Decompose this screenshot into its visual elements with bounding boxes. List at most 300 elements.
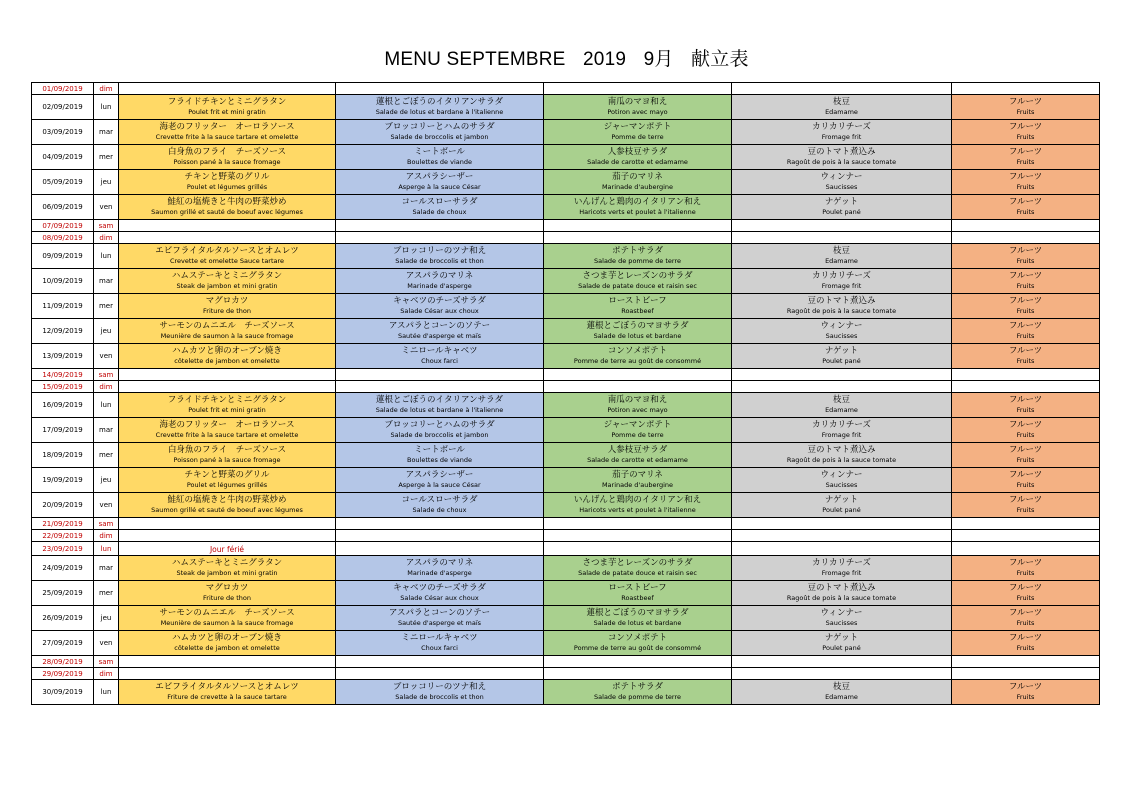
side-dish-cell (544, 369, 732, 381)
dish-name-jp: サーモンのムニエル チーズソース (159, 321, 295, 331)
dessert-cell (952, 542, 1100, 556)
day-cell: jeu (94, 606, 119, 631)
menu-row (32, 381, 1100, 393)
date-cell: 20/09/2019 (32, 493, 94, 518)
day-cell: dim (94, 530, 119, 542)
main-dish-cell (119, 468, 336, 493)
date-cell: 08/09/2019 (32, 232, 94, 244)
main-dish-cell (119, 269, 336, 294)
dish-name-jp: ウィンナー (820, 470, 863, 480)
dish-name-jp: 茄子のマリネ (612, 172, 663, 182)
salad-cell (336, 232, 544, 244)
dessert-cell (952, 530, 1100, 542)
dish-name-jp: フルーツ (1008, 583, 1043, 593)
extra-dish-cell (732, 542, 952, 556)
dish-name-jp: ウィンナー (820, 321, 863, 331)
dish-name-fr: Salade de patate douce et raisin sec (578, 282, 697, 290)
dish-name-jp: 人参枝豆サラダ (607, 147, 668, 157)
dish-name-fr: Fruits (1016, 108, 1035, 116)
dish-name-jp: 枝豆 (832, 97, 850, 107)
dish-name-fr: Ragoût de pois à la sauce tomate (786, 456, 897, 464)
dish-name-fr: Fruits (1016, 282, 1035, 290)
dish-name-fr: Fruits (1016, 506, 1035, 514)
dish-name-fr: Saumon grillé et sauté de boeuf avec légumes (151, 506, 303, 514)
dish-name-fr: Fromage frit (821, 282, 862, 290)
dish-name-fr: Fruits (1016, 158, 1035, 166)
dish-name-fr: Fruits (1016, 332, 1035, 340)
day-cell: ven (94, 493, 119, 518)
main-dish-cell (119, 542, 336, 556)
dish-name-fr: Poisson pané à la sauce fromage (173, 158, 281, 166)
dish-name-jp: フライドチキンとミニグラタン (167, 395, 287, 405)
dish-name-jp: ジャーマンポテト (603, 122, 672, 132)
main-dish-cell (119, 244, 336, 269)
dish-name-jp: 南瓜のマヨ和え (607, 97, 668, 107)
salad-cell (336, 195, 544, 220)
dish-name-fr: Meunière de saumon à la sauce fromage (160, 332, 294, 340)
salad-cell (336, 656, 544, 668)
dish-name-jp: ハムカツと卵のオーブン焼き (172, 633, 282, 643)
day-cell: lun (94, 680, 119, 705)
dish-name-jp: ハムステーキとミニグラタン (171, 271, 283, 281)
menu-row (32, 195, 1100, 220)
side-dish-cell (544, 232, 732, 244)
main-dish-cell (119, 195, 336, 220)
menu-row (32, 556, 1100, 581)
dish-name-fr: Fromage frit (821, 133, 862, 141)
dessert-cell (952, 493, 1100, 518)
dish-name-jp: ミートボール (414, 445, 465, 455)
dish-name-jp: コンソメポテト (607, 633, 668, 643)
dish-name-fr: Salade César aux choux (400, 307, 479, 315)
dish-name-fr: Edamame (825, 108, 858, 116)
extra-dish-cell (732, 319, 952, 344)
extra-dish-cell (732, 606, 952, 631)
dish-name-jp: ローストビーフ (608, 583, 667, 593)
dish-name-jp: フルーツ (1008, 97, 1043, 107)
dish-name-jp: ウィンナー (820, 172, 863, 182)
day-cell: sam (94, 656, 119, 668)
dish-name-jp: アスパラとコーンのソテー (388, 321, 491, 331)
dish-name-jp: キャベツのチーズサラダ (393, 296, 486, 306)
main-dish-cell (119, 120, 336, 145)
dish-name-jp: ポテトサラダ (612, 246, 663, 256)
extra-dish-cell (732, 95, 952, 120)
holiday-note: Jour férié (209, 545, 245, 554)
dish-name-fr: Fruits (1016, 481, 1035, 489)
day-cell: jeu (94, 319, 119, 344)
dish-name-jp: ブロッコリーとハムのサラダ (384, 122, 495, 132)
dish-name-fr: Steak de jambon et mini gratin (176, 282, 278, 290)
main-dish-cell (119, 95, 336, 120)
dish-name-jp: ナゲット (824, 495, 859, 505)
date-cell: 03/09/2019 (32, 120, 94, 145)
menu-row (32, 493, 1100, 518)
side-dish-cell (544, 556, 732, 581)
extra-dish-cell (732, 668, 952, 680)
dessert-cell (952, 668, 1100, 680)
day-cell: sam (94, 220, 119, 232)
salad-cell (336, 418, 544, 443)
date-cell: 23/09/2019 (32, 542, 94, 556)
dish-name-jp: フルーツ (1008, 395, 1043, 405)
title-year: 2019 (583, 49, 627, 70)
dish-name-jp: フルーツ (1008, 147, 1043, 157)
day-cell: ven (94, 631, 119, 656)
day-cell: ven (94, 195, 119, 220)
dish-name-fr: Poulet pané (822, 644, 861, 652)
dish-name-jp: いんげんと鶏肉のイタリアン和え (573, 495, 702, 505)
dish-name-jp: フルーツ (1008, 445, 1043, 455)
side-dish-cell (544, 95, 732, 120)
dish-name-jp: 海老のフリッター オーロラソース (159, 122, 295, 132)
dish-name-jp: ミートボール (414, 147, 465, 157)
dish-name-fr: Salade de lotus et bardane (593, 332, 682, 340)
menu-row (32, 170, 1100, 195)
day-cell: jeu (94, 170, 119, 195)
menu-row (32, 418, 1100, 443)
dish-name-fr: Marinade d'aubergine (601, 481, 674, 489)
dish-name-fr: Fruits (1016, 357, 1035, 365)
date-cell: 26/09/2019 (32, 606, 94, 631)
side-dish-cell (544, 468, 732, 493)
date-cell: 15/09/2019 (32, 381, 94, 393)
menu-row (32, 220, 1100, 232)
extra-dish-cell (732, 83, 952, 95)
dessert-cell (952, 418, 1100, 443)
dish-name-fr: Sautée d'asperge et maïs (397, 332, 482, 340)
dessert-cell (952, 631, 1100, 656)
dish-name-jp: 白身魚のフライ チーズソース (168, 147, 286, 157)
dish-name-fr: Poulet frit et mini gratin (188, 406, 266, 414)
date-cell: 22/09/2019 (32, 530, 94, 542)
menu-row (32, 95, 1100, 120)
dish-name-fr: Salade de broccolis et thon (395, 257, 484, 265)
dish-name-jp: 蓮根とごぼうのマヨサラダ (586, 321, 689, 331)
dish-name-fr: Fruits (1016, 569, 1035, 577)
main-dish-cell (119, 418, 336, 443)
extra-dish-cell (732, 418, 952, 443)
salad-cell (336, 294, 544, 319)
dish-name-jp: サーモンのムニエル チーズソース (159, 608, 295, 618)
date-cell: 19/09/2019 (32, 468, 94, 493)
dish-name-jp: ジャーマンポテト (603, 420, 672, 430)
dish-name-jp: 鮭紅の塩焼きと牛肉の野菜炒め (167, 495, 287, 505)
dish-name-fr: Salade de lotus et bardane (593, 619, 682, 627)
dish-name-jp: いんげんと鶏肉のイタリアン和え (573, 197, 702, 207)
dish-name-jp: ハムステーキとミニグラタン (171, 558, 283, 568)
main-dish-cell (119, 606, 336, 631)
date-cell: 04/09/2019 (32, 145, 94, 170)
dish-name-jp: フルーツ (1008, 346, 1043, 356)
dessert-cell (952, 83, 1100, 95)
salad-cell (336, 542, 544, 556)
dish-name-fr: Roastbeef (621, 307, 654, 315)
side-dish-cell (544, 418, 732, 443)
date-cell: 13/09/2019 (32, 344, 94, 369)
dish-name-fr: Marinade d'aubergine (601, 183, 674, 191)
dish-name-fr: Salade César aux choux (400, 594, 479, 602)
day-cell: mer (94, 145, 119, 170)
side-dish-cell (544, 656, 732, 668)
salad-cell (336, 83, 544, 95)
main-dish-cell (119, 631, 336, 656)
salad-cell (336, 369, 544, 381)
extra-dish-cell (732, 294, 952, 319)
dish-name-fr: Marinade d'asperge (407, 282, 472, 290)
dessert-cell (952, 393, 1100, 418)
title-main: MENU SEPTEMBRE (384, 49, 566, 70)
dish-name-fr: Friture de thon (203, 307, 251, 315)
dessert-cell (952, 294, 1100, 319)
dish-name-fr: Poulet pané (822, 208, 861, 216)
menu-row (32, 120, 1100, 145)
dish-name-fr: Fruits (1016, 456, 1035, 464)
main-dish-cell (119, 369, 336, 381)
date-cell: 05/09/2019 (32, 170, 94, 195)
dish-name-fr: côtelette de jambon et omelette (174, 644, 280, 652)
menu-row (32, 269, 1100, 294)
dish-name-jp: チキンと野菜のグリル (184, 172, 270, 182)
dish-name-jp: フルーツ (1008, 122, 1043, 132)
dish-name-jp: 豆のトマト煮込み (807, 296, 876, 306)
dish-name-jp: アスパラのマリネ (405, 271, 474, 281)
salad-cell (336, 220, 544, 232)
extra-dish-cell (732, 344, 952, 369)
salad-cell (336, 381, 544, 393)
side-dish-cell (544, 443, 732, 468)
dish-name-jp: フルーツ (1008, 321, 1043, 331)
dish-name-jp: 人参枝豆サラダ (607, 445, 668, 455)
date-cell: 11/09/2019 (32, 294, 94, 319)
dish-name-jp: ナゲット (824, 346, 859, 356)
dish-name-jp: 茄子のマリネ (612, 470, 663, 480)
dish-name-jp: カリカリチーズ (812, 271, 871, 281)
date-cell: 30/09/2019 (32, 680, 94, 705)
dish-name-fr: Boulettes de viande (407, 456, 472, 464)
main-dish-cell (119, 530, 336, 542)
dish-name-fr: Choux farci (421, 644, 458, 652)
dish-name-fr: Pomme de terre (611, 133, 664, 141)
dish-name-jp: ミニロールキャベツ (401, 346, 478, 356)
dish-name-fr: Salade de lotus et bardane à l'italienne (375, 108, 504, 116)
main-dish-cell (119, 294, 336, 319)
dessert-cell (952, 220, 1100, 232)
dish-name-jp: フルーツ (1008, 608, 1043, 618)
dish-name-jp: コンソメポテト (607, 346, 668, 356)
side-dish-cell (544, 294, 732, 319)
dish-name-jp: 蓮根とごぼうのイタリアンサラダ (375, 395, 504, 405)
dish-name-fr: Salade de pomme de terre (594, 693, 681, 701)
side-dish-cell (544, 631, 732, 656)
dish-name-fr: Fromage frit (821, 569, 862, 577)
dish-name-fr: Steak de jambon et mini gratin (176, 569, 278, 577)
dish-name-fr: Potiron avec mayo (607, 406, 668, 414)
dish-name-jp: ナゲット (824, 633, 859, 643)
dish-name-fr: Poisson pané à la sauce fromage (173, 456, 281, 464)
menu-row (32, 656, 1100, 668)
dish-name-fr: Crevette frite à la sauce tartare et omelette (155, 133, 299, 141)
menu-row (32, 344, 1100, 369)
menu-table (31, 82, 1100, 705)
dessert-cell (952, 95, 1100, 120)
main-dish-cell (119, 170, 336, 195)
side-dish-cell (544, 530, 732, 542)
menu-row (32, 631, 1100, 656)
dish-name-fr: Salade de choux (412, 506, 467, 514)
dish-name-jp: 枝豆 (832, 246, 850, 256)
dish-name-jp: フライドチキンとミニグラタン (167, 97, 287, 107)
salad-cell (336, 606, 544, 631)
main-dish-cell (119, 83, 336, 95)
dish-name-fr: Salade de carotte et edamame (587, 456, 688, 464)
dish-name-fr: Ragoût de pois à la sauce tomate (786, 158, 897, 166)
dish-name-jp: 枝豆 (832, 395, 850, 405)
dessert-cell (952, 369, 1100, 381)
main-dish-cell (119, 518, 336, 530)
day-cell: dim (94, 232, 119, 244)
day-cell: mar (94, 418, 119, 443)
dish-name-jp: ナゲット (824, 197, 859, 207)
menu-row (32, 680, 1100, 705)
main-dish-cell (119, 319, 336, 344)
dish-name-fr: Salade de broccolis et jambon (390, 133, 489, 141)
salad-cell (336, 493, 544, 518)
dessert-cell (952, 170, 1100, 195)
dish-name-jp: 鮭紅の塩焼きと牛肉の野菜炒め (167, 197, 287, 207)
dish-name-jp: フルーツ (1008, 420, 1043, 430)
dish-name-jp: カリカリチーズ (812, 558, 871, 568)
extra-dish-cell (732, 381, 952, 393)
date-cell: 21/09/2019 (32, 518, 94, 530)
dessert-cell (952, 120, 1100, 145)
side-dish-cell (544, 344, 732, 369)
dish-name-fr: Marinade d'asperge (407, 569, 472, 577)
dish-name-fr: Potiron avec mayo (607, 108, 668, 116)
dish-name-jp: フルーツ (1008, 197, 1043, 207)
menu-row (32, 244, 1100, 269)
dish-name-jp: フルーツ (1008, 271, 1043, 281)
main-dish-cell (119, 656, 336, 668)
main-dish-cell (119, 493, 336, 518)
menu-row (32, 668, 1100, 680)
day-cell: lun (94, 393, 119, 418)
extra-dish-cell (732, 656, 952, 668)
dish-name-jp: フルーツ (1008, 172, 1043, 182)
dish-name-fr: Saucisses (825, 183, 858, 191)
main-dish-cell (119, 393, 336, 418)
side-dish-cell (544, 269, 732, 294)
date-cell: 01/09/2019 (32, 83, 94, 95)
day-cell: mar (94, 556, 119, 581)
salad-cell (336, 556, 544, 581)
dish-name-fr: Poulet pané (822, 506, 861, 514)
dish-name-fr: Sautée d'asperge et maïs (397, 619, 482, 627)
day-cell: mar (94, 120, 119, 145)
side-dish-cell (544, 581, 732, 606)
salad-cell (336, 581, 544, 606)
dish-name-fr: Crevette et omelette Sauce tartare (169, 257, 285, 265)
dish-name-jp: カリカリチーズ (812, 420, 871, 430)
dish-name-fr: Haricots verts et poulet à l'italienne (579, 506, 696, 514)
date-cell: 09/09/2019 (32, 244, 94, 269)
day-cell: dim (94, 83, 119, 95)
dish-name-fr: Edamame (825, 257, 858, 265)
main-dish-cell (119, 668, 336, 680)
dish-name-fr: Salade de patate douce et raisin sec (578, 569, 697, 577)
dish-name-fr: Pomme de terre au goût de consommé (573, 644, 702, 652)
dish-name-jp: 白身魚のフライ チーズソース (168, 445, 286, 455)
side-dish-cell (544, 493, 732, 518)
dish-name-jp: マグロカツ (205, 583, 249, 593)
dish-name-jp: エビフライタルタルソースとオムレツ (155, 682, 299, 692)
dish-name-fr: Fruits (1016, 183, 1035, 191)
dish-name-fr: Poulet et légumes grillés (186, 183, 268, 191)
salad-cell (336, 668, 544, 680)
dessert-cell (952, 468, 1100, 493)
side-dish-cell (544, 220, 732, 232)
extra-dish-cell (732, 493, 952, 518)
dessert-cell (952, 656, 1100, 668)
dish-name-jp: ブロッコリーのツナ和え (392, 246, 487, 256)
extra-dish-cell (732, 393, 952, 418)
extra-dish-cell (732, 269, 952, 294)
dish-name-jp: チキンと野菜のグリル (184, 470, 270, 480)
dish-name-fr: Fruits (1016, 208, 1035, 216)
dish-name-jp: アスパラシーザー (405, 470, 474, 480)
extra-dish-cell (732, 530, 952, 542)
main-dish-cell (119, 581, 336, 606)
extra-dish-cell (732, 680, 952, 705)
dessert-cell (952, 680, 1100, 705)
side-dish-cell (544, 606, 732, 631)
dish-name-fr: Haricots verts et poulet à l'italienne (579, 208, 696, 216)
title-label-jp: 献立表 (691, 49, 749, 70)
menu-body (32, 83, 1100, 705)
salad-cell (336, 393, 544, 418)
side-dish-cell (544, 83, 732, 95)
dish-name-jp: ハムカツと卵のオーブン焼き (172, 346, 282, 356)
dish-name-jp: 豆のトマト煮込み (807, 445, 876, 455)
dish-name-jp: アスパラシーザー (405, 172, 474, 182)
dessert-cell (952, 319, 1100, 344)
dish-name-fr: Roastbeef (621, 594, 654, 602)
dish-name-fr: Poulet et légumes grillés (186, 481, 268, 489)
salad-cell (336, 468, 544, 493)
date-cell: 02/09/2019 (32, 95, 94, 120)
dish-name-fr: Salade de choux (412, 208, 467, 216)
extra-dish-cell (732, 145, 952, 170)
dish-name-jp: ブロッコリーとハムのサラダ (384, 420, 495, 430)
date-cell: 16/09/2019 (32, 393, 94, 418)
dish-name-jp: フルーツ (1008, 633, 1043, 643)
dessert-cell (952, 195, 1100, 220)
dish-name-fr: côtelette de jambon et omelette (174, 357, 280, 365)
dish-name-fr: Salade de broccolis et thon (395, 693, 484, 701)
main-dish-cell (119, 381, 336, 393)
date-cell: 12/09/2019 (32, 319, 94, 344)
dish-name-jp: さつま芋とレーズンのサラダ (582, 271, 693, 281)
menu-row (32, 443, 1100, 468)
dish-name-fr: Fruits (1016, 406, 1035, 414)
side-dish-cell (544, 393, 732, 418)
date-cell: 17/09/2019 (32, 418, 94, 443)
dish-name-fr: Fruits (1016, 307, 1035, 315)
salad-cell (336, 530, 544, 542)
extra-dish-cell (732, 443, 952, 468)
day-cell: sam (94, 369, 119, 381)
dish-name-fr: Salade de lotus et bardane à l'italienne (375, 406, 504, 414)
